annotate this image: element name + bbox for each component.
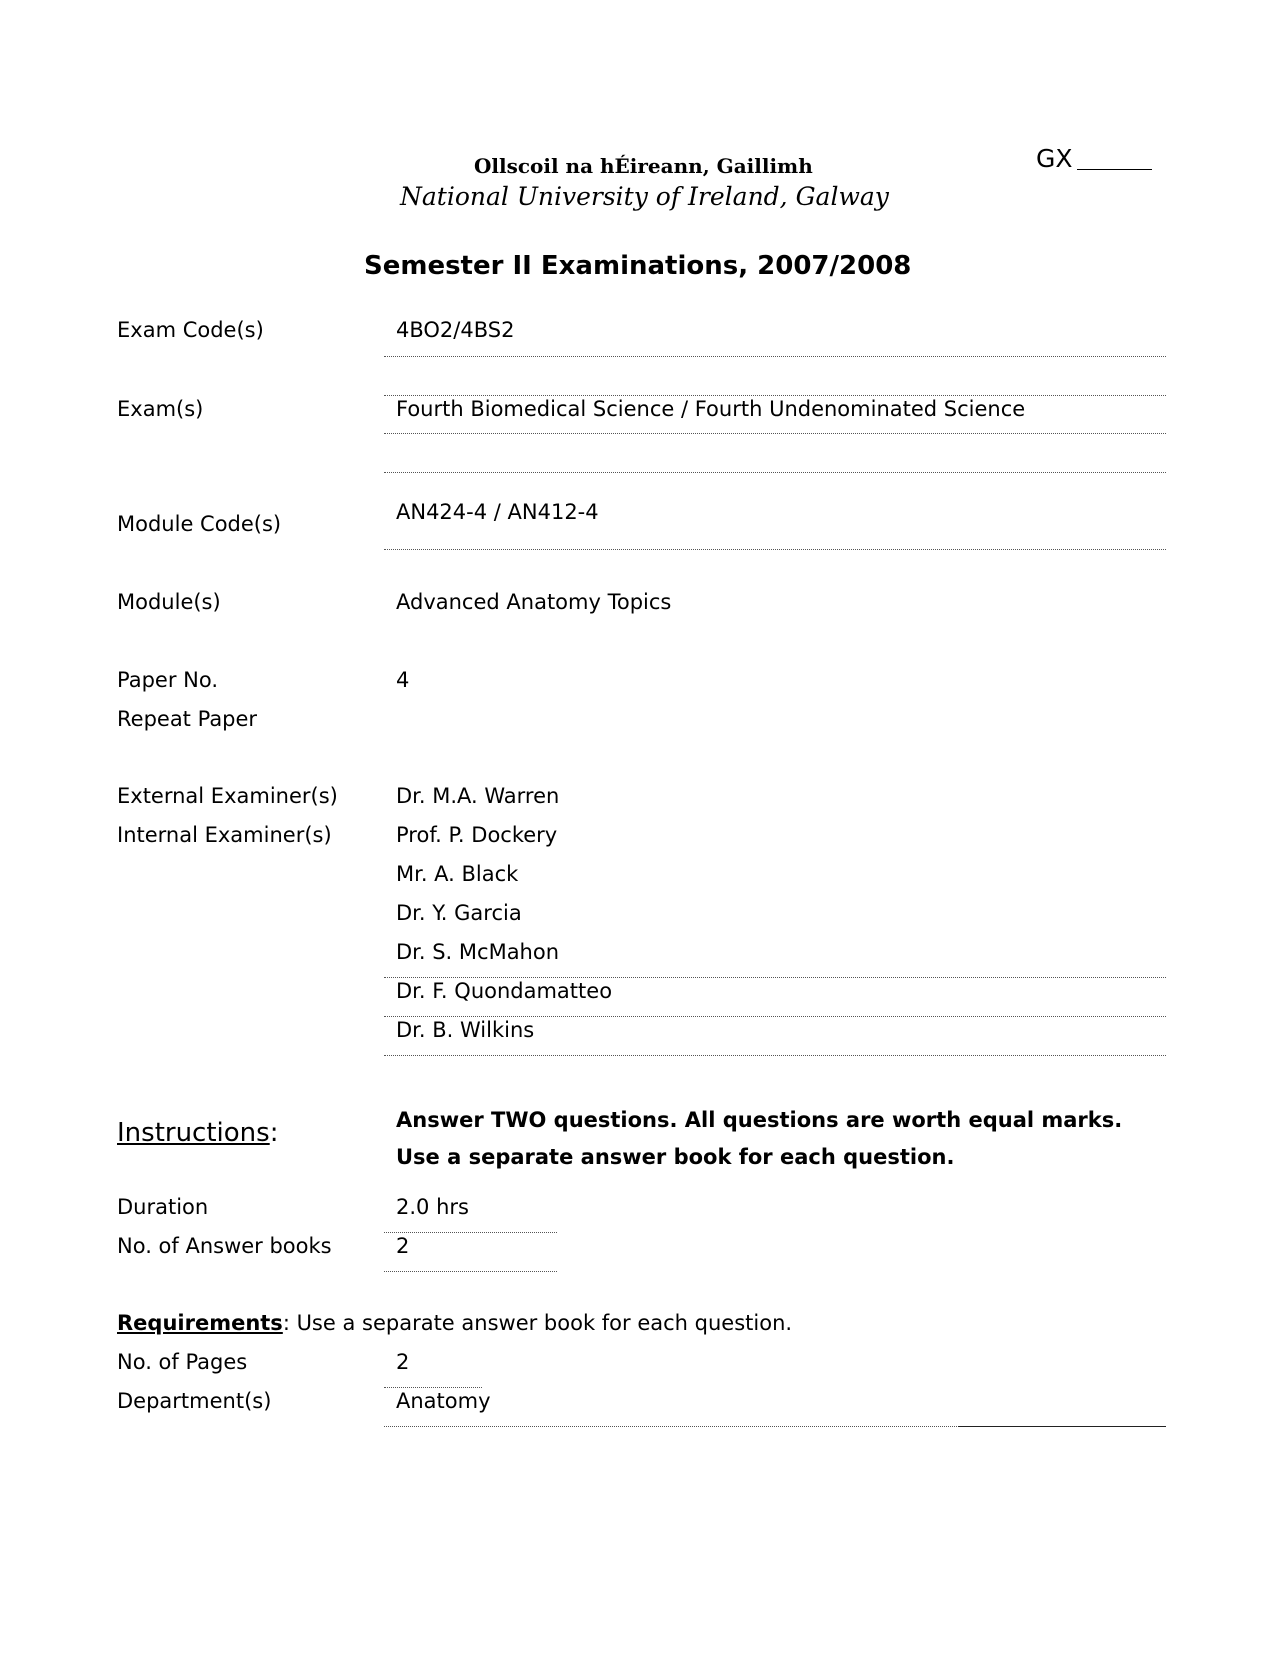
divider — [384, 549, 1166, 550]
divider — [384, 356, 1166, 357]
exams-value: Fourth Biomedical Science / Fourth Undenominated Science — [396, 397, 1026, 421]
internal-examiners-label: Internal Examiner(s) — [117, 823, 332, 847]
modules-label: Module(s) — [117, 590, 221, 614]
internal-examiner-name: Dr. Y. Garcia — [396, 901, 522, 925]
divider — [384, 1426, 959, 1427]
answer-books-value: 2 — [396, 1234, 410, 1258]
divider — [384, 1232, 557, 1233]
exam-codes-value: 4BO2/4BS2 — [396, 318, 515, 342]
departments-value: Anatomy — [396, 1389, 491, 1413]
divider — [384, 1055, 1166, 1056]
duration-label: Duration — [117, 1195, 209, 1219]
university-name-irish: Ollscoil na hÉireann, Gaillimh — [474, 154, 813, 178]
instructions-line-1: Answer TWO questions. All questions are worth equal marks. — [396, 1108, 1123, 1132]
module-codes-label: Module Code(s) — [117, 512, 282, 536]
pages-label: No. of Pages — [117, 1350, 248, 1374]
internal-examiner-name: Prof. P. Dockery — [396, 823, 558, 847]
internal-examiner-name: Dr. S. McMahon — [396, 940, 560, 964]
requirements-label: Requirements — [117, 1311, 283, 1335]
gx-label: GX — [1036, 144, 1073, 173]
divider — [384, 433, 1166, 434]
gx-blank-line — [1077, 169, 1152, 170]
departments-label: Department(s) — [117, 1389, 272, 1413]
exams-label: Exam(s) — [117, 397, 204, 421]
answer-books-label: No. of Answer books — [117, 1234, 332, 1258]
instructions-label: Instructions — [117, 1118, 270, 1148]
university-name-english: National University of Ireland, Galway — [400, 182, 889, 211]
external-examiner-name: Dr. M.A. Warren — [396, 784, 560, 808]
internal-examiner-name: Dr. B. Wilkins — [396, 1018, 535, 1042]
divider — [384, 1387, 482, 1388]
divider — [384, 1271, 557, 1272]
internal-examiner-name: Mr. A. Black — [396, 862, 519, 886]
divider — [384, 1016, 1166, 1017]
divider — [958, 1426, 1166, 1427]
requirements-line — [117, 1311, 792, 1335]
internal-examiner-name: Dr. F. Quondamatteo — [396, 979, 613, 1003]
duration-value: 2.0 hrs — [396, 1195, 469, 1219]
requirements-text: : Use a separate answer book for each question. — [282, 1311, 793, 1335]
paper-no-value: 4 — [396, 668, 410, 692]
divider — [384, 472, 1166, 473]
instructions-line-2: Use a separate answer book for each question. — [396, 1145, 955, 1169]
external-examiners-label: External Examiner(s) — [117, 784, 338, 808]
page-title: Semester II Examinations, 2007/2008 — [364, 251, 912, 281]
repeat-paper-label: Repeat Paper — [117, 707, 258, 731]
pages-value: 2 — [396, 1350, 410, 1374]
divider — [384, 395, 1166, 396]
instructions-colon: : — [269, 1118, 279, 1148]
module-codes-value: AN424-4 / AN412-4 — [396, 500, 599, 524]
exam-codes-label: Exam Code(s) — [117, 318, 264, 342]
paper-no-label: Paper No. — [117, 668, 219, 692]
divider — [384, 977, 1166, 978]
instructions-heading — [117, 1118, 278, 1148]
modules-value: Advanced Anatomy Topics — [396, 590, 672, 614]
